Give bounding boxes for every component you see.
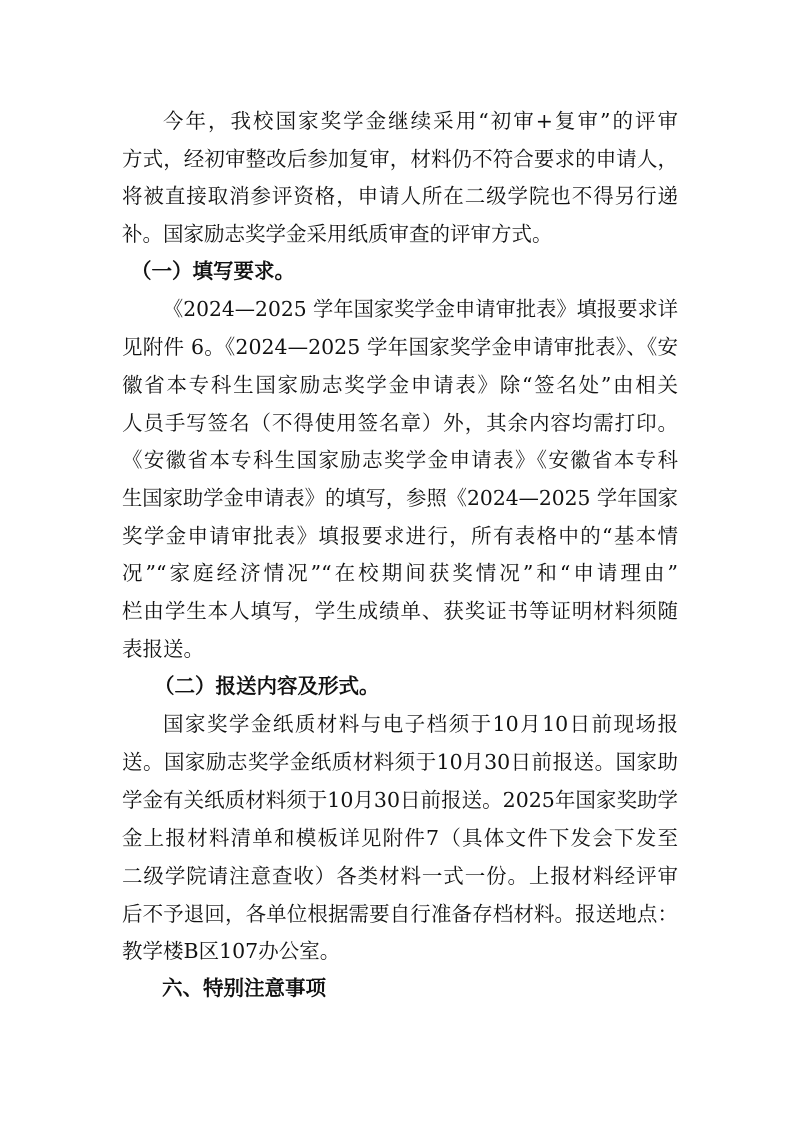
paragraph-1-line: 今年，我校国家奖学金继续采用“初审+复审”的评审: [163, 109, 678, 133]
paragraph-3-line: 后不予退回，各单位根据需要自行准备存档材料。报送地点：: [122, 902, 678, 926]
paragraph-2-line: 见附件 6。《2024—2025 学年国家奖学金申请审批表》、《安: [122, 335, 678, 359]
paragraph-3-line: 国家奖学金纸质材料与电子档须于10月10日前现场报: [163, 712, 678, 736]
paragraph-3-line: 二级学院请注意查收）各类材料一式一份。上报材料经评审: [122, 864, 678, 888]
paragraph-3-line: 学金有关纸质材料须于10月30日前报送。2025年国家奖助学: [122, 788, 678, 812]
paragraph-1-line: 补。国家励志奖学金采用纸质审查的评审方式。: [122, 222, 553, 246]
paragraph-1-line: 将被直接取消参评资格，申请人所在二级学院也不得另行递: [122, 184, 678, 208]
paragraph-3-line: 送。国家励志奖学金纸质材料须于10月30日前报送。国家助: [122, 750, 678, 774]
paragraph-2-line: 况”“家庭经济情况”“在校期间获奖情况”和“申请理由”: [122, 561, 678, 585]
paragraph-3-line: 教学楼B区107办公室。: [122, 939, 341, 963]
paragraph-2-line: 表报送。: [122, 637, 204, 661]
paragraph-3-line: 金上报材料清单和模板详见附件7（具体文件下发会下发至: [122, 826, 678, 850]
section-heading-special-notes: 六、特别注意事项: [162, 976, 326, 1000]
section-heading-fill-requirements: （一）填写要求。: [131, 259, 295, 283]
paragraph-2-line: 徽省本专科生国家励志奖学金申请表》除“签名处”由相关: [122, 373, 678, 397]
paragraph-2-line: 栏由学生本人填写，学生成绩单、获奖证书等证明材料须随: [122, 599, 678, 623]
paragraph-2-line: 生国家助学金申请表》的填写，参照《2024—2025 学年国家: [122, 486, 678, 510]
paragraph-1-line: 方式，经初审整改后参加复审，材料仍不符合要求的申请人，: [122, 147, 678, 171]
paragraph-2-line: 奖学金申请审批表》填报要求进行，所有表格中的“基本情: [122, 524, 678, 548]
paragraph-2-line: 人员手写签名（不得使用签名章）外，其余内容均需打印。: [122, 411, 678, 435]
section-heading-submission: （二）报送内容及形式。: [154, 674, 380, 698]
paragraph-2-line: 《安徽省本专科生国家励志奖学金申请表》《安徽省本专科: [122, 448, 678, 472]
paragraph-2-line: 《2024—2025 学年国家奖学金申请审批表》填报要求详: [163, 297, 678, 321]
